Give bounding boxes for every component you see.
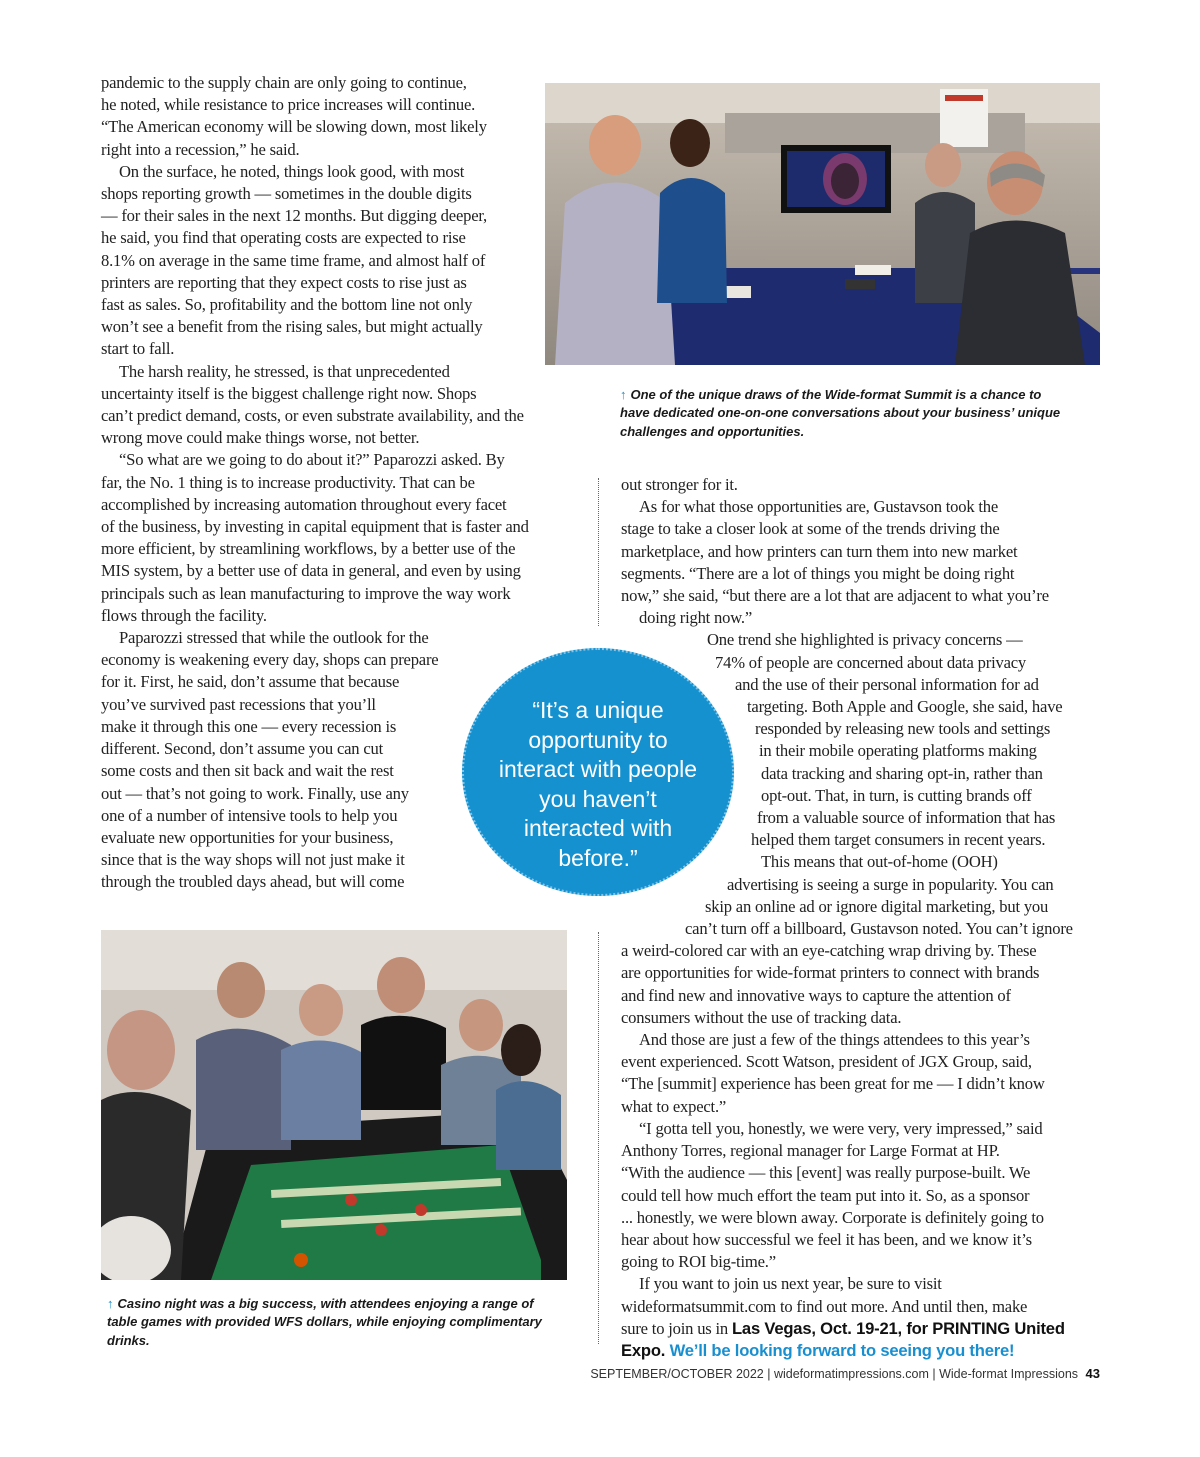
text-line: helped them target consumers in recent years. xyxy=(751,830,1046,850)
up-arrow-icon: ↑ xyxy=(107,1296,114,1311)
casino-photo-illustration xyxy=(101,930,567,1280)
text-line: opt-out. That, in turn, is cutting brands off xyxy=(761,785,1032,805)
text-line: accomplished by increasing automation throughout every facet xyxy=(101,494,507,514)
closing-line xyxy=(621,1318,1111,1340)
text-line: in their mobile operating platforms making xyxy=(759,741,1037,761)
text-line: “So what are we going to do about it?” Paparozzi asked. By xyxy=(119,450,505,470)
text-line: marketplace, and how printers can turn them into new market xyxy=(621,541,1018,561)
caption-line: challenges and opportunities. xyxy=(620,423,805,439)
text-line: The harsh reality, he stressed, is that unprecedented xyxy=(119,361,450,381)
text-line: he noted, while resistance to price increases will continue. xyxy=(101,95,476,115)
up-arrow-icon: ↑ xyxy=(620,387,627,402)
caption-line: drinks. xyxy=(107,1332,150,1348)
text-line: flows through the facility. xyxy=(101,605,267,625)
issue-date: SEPTEMBER/OCTOBER 2022 xyxy=(590,1367,764,1381)
text-line: of the business, by investing in capital equipment that is faster and xyxy=(101,517,529,537)
text-line: from a valuable source of information that has xyxy=(757,808,1056,828)
pull-quote-line: “It’s a unique xyxy=(532,697,664,723)
text-line: 74% of people are concerned about data privacy xyxy=(715,652,1026,672)
closing-text: sure to join us in xyxy=(621,1318,732,1338)
text-line: “The [summit] experience has been great for me — I didn’t know xyxy=(621,1074,1045,1094)
text-line: won’t see a benefit from the rising sales, but might actually xyxy=(101,317,483,337)
text-line: shops reporting growth — sometimes in the double digits xyxy=(101,184,472,204)
pull-quote-line: interacted with xyxy=(523,815,673,842)
text-line: One trend she highlighted is privacy concerns — xyxy=(707,630,1023,650)
right-article-column xyxy=(621,474,1111,1362)
text-line: right into a recession,” he said. xyxy=(101,139,300,159)
text-line: ... honestly, we were blown away. Corporate is definitely going to xyxy=(621,1207,1044,1227)
magazine-name: Wide-format Impressions xyxy=(939,1367,1079,1381)
text-line: now,” she said, “but there are a lot that are adjacent to what you’re xyxy=(621,586,1049,606)
text-line: out stronger for it. xyxy=(621,475,738,494)
text-line: MIS system, by a better use of data in general, and even by using xyxy=(101,561,521,581)
closing-line xyxy=(621,1340,1111,1362)
text-line: one of a number of intensive tools to help you xyxy=(101,805,398,825)
casino-night-photo xyxy=(101,930,567,1280)
text-line: evaluate new opportunities for your business, xyxy=(101,827,394,847)
text-line: uncertainty itself is the biggest challenge right now. Shops xyxy=(101,383,477,403)
meeting-photo-illustration xyxy=(545,83,1100,365)
text-line: can’t predict demand, costs, or even substrate availability, and the xyxy=(101,406,524,426)
text-line: for it. First, he said, don’t assume that because xyxy=(101,672,400,692)
text-line: and find new and innovative ways to capture the attention of xyxy=(621,985,1011,1005)
text-line: “With the audience — this [event] was really purpose-built. We xyxy=(621,1163,1031,1183)
text-line: consumers without the use of tracking data. xyxy=(621,1007,902,1027)
text-line: segments. “There are a lot of things you might be doing right xyxy=(621,563,1015,583)
text-line: 8.1% on average in the same time frame, and almost half of xyxy=(101,250,486,270)
text-line: can’t turn off a billboard, Gustavson noted. You can’t ignore xyxy=(685,919,1073,939)
footer-separator: | xyxy=(767,1367,771,1381)
text-line: make it through this one — every recession is xyxy=(101,716,397,736)
text-line: “I gotta tell you, honestly, we were very, very impressed,” said xyxy=(639,1118,1043,1138)
caption-line: One of the unique draws of the Wide-format Summit is a chance to xyxy=(630,387,1042,402)
text-line: fast as sales. So, profitability and the bottom line not only xyxy=(101,295,473,315)
text-line: economy is weakening every day, shops can prepare xyxy=(101,650,439,670)
text-line: going to ROI big-time.” xyxy=(621,1252,776,1272)
text-line: wideformatsummit.com to find out more. And until then, make xyxy=(621,1296,1028,1316)
column-divider-lower xyxy=(598,932,599,1344)
caption-line: table games with provided WFS dollars, while enjoying complimentary xyxy=(107,1314,542,1330)
text-line: “The American economy will be slowing down, most likely xyxy=(101,117,487,137)
text-line: event experienced. Scott Watson, president of JGX Group, said, xyxy=(621,1052,1032,1072)
text-line: since that is the way shops will not just make it xyxy=(101,850,405,870)
text-line: start to fall. xyxy=(101,339,175,359)
text-line: Anthony Torres, regional manager for Large Format at HP. xyxy=(621,1141,1000,1161)
event-details-end: Expo. xyxy=(621,1340,666,1360)
text-line: This means that out-of-home (OOH) xyxy=(761,852,998,872)
closing-invitation: We’ll be looking forward to seeing you there! xyxy=(665,1340,1015,1360)
pull-quote-line: interact with people xyxy=(498,756,698,783)
text-line: far, the No. 1 thing is to increase productivity. That can be xyxy=(101,472,475,492)
text-line: are opportunities for wide-format printers to connect with brands xyxy=(621,963,1040,983)
caption-line: Casino night was a big success, with attendees enjoying a range of xyxy=(117,1296,534,1311)
bottom-photo-caption xyxy=(107,1295,542,1350)
text-line: principals such as lean manufacturing to improve the way work xyxy=(101,583,511,603)
text-line: more efficient, by streamlining workflows, by a better use of the xyxy=(101,539,516,559)
pull-quote-circle xyxy=(462,648,734,896)
pull-quote-line: opportunity to xyxy=(528,726,668,753)
text-line: wrong move could make things worse, not better. xyxy=(101,428,420,448)
text-line: hear about how successful we feel it has been, and we know it’s xyxy=(621,1229,1032,1249)
text-line: doing right now.” xyxy=(639,608,753,628)
text-line: data tracking and sharing opt-in, rather than xyxy=(761,763,1043,783)
text-line: advertising is seeing a surge in popularity. You can xyxy=(727,874,1054,894)
text-line: responded by releasing new tools and settings xyxy=(755,719,1051,739)
column-divider-upper xyxy=(598,478,599,626)
text-line: could tell how much effort the team put into it. So, as a sponsor xyxy=(621,1185,1030,1205)
text-line: skip an online ad or ignore digital marketing, but you xyxy=(705,896,1049,916)
text-line: different. Second, don’t assume you can cut xyxy=(101,739,384,759)
text-line: — for their sales in the next 12 months. But digging deeper, xyxy=(101,206,487,226)
text-line: through the troubled days ahead, but will come xyxy=(101,872,405,892)
page-number: 43 xyxy=(1085,1366,1100,1381)
text-line: he said, you find that operating costs are expected to rise xyxy=(101,228,466,248)
text-line: and the use of their personal information for ad xyxy=(735,674,1039,694)
text-line: some costs and then sit back and wait the rest xyxy=(101,761,394,781)
pull-quote-line: you haven’t xyxy=(539,785,657,812)
page-footer xyxy=(590,1366,1100,1381)
text-line: stage to take a closer look at some of the trends driving the xyxy=(621,519,1000,539)
text-line: a weird-colored car with an eye-catching wrap driving by. These xyxy=(621,941,1037,961)
pull-quote-line: before.” xyxy=(558,844,638,871)
text-line: printers are reporting that they expect costs to rise just as xyxy=(101,272,467,292)
text-line: pandemic to the supply chain are only going to continue, xyxy=(101,73,467,92)
text-line: out — that’s not going to work. Finally, use any xyxy=(101,783,409,803)
text-line: If you want to join us next year, be sure to visit xyxy=(639,1274,942,1294)
caption-line: have dedicated one-on-one conversations about your business’ unique xyxy=(620,405,1061,421)
text-line: As for what those opportunities are, Gustavson took the xyxy=(639,497,999,517)
text-line: And those are just a few of the things attendees to this year’s xyxy=(639,1030,1030,1050)
event-details: Las Vegas, Oct. 19-21, for PRINTING United xyxy=(731,1318,1065,1338)
top-photo-caption xyxy=(620,386,1060,441)
text-line: you’ve survived past recessions that you’ll xyxy=(101,694,376,714)
text-line: On the surface, he noted, things look good, with most xyxy=(119,161,465,181)
text-line: targeting. Both Apple and Google, she said, have xyxy=(747,697,1063,717)
website-link[interactable]: wideformatimpressions.com xyxy=(773,1367,929,1381)
footer-separator: | xyxy=(932,1367,936,1381)
text-line: Paparozzi stressed that while the outlook for the xyxy=(119,628,429,648)
text-line: what to expect.” xyxy=(621,1096,727,1116)
summit-meeting-photo xyxy=(545,83,1100,365)
